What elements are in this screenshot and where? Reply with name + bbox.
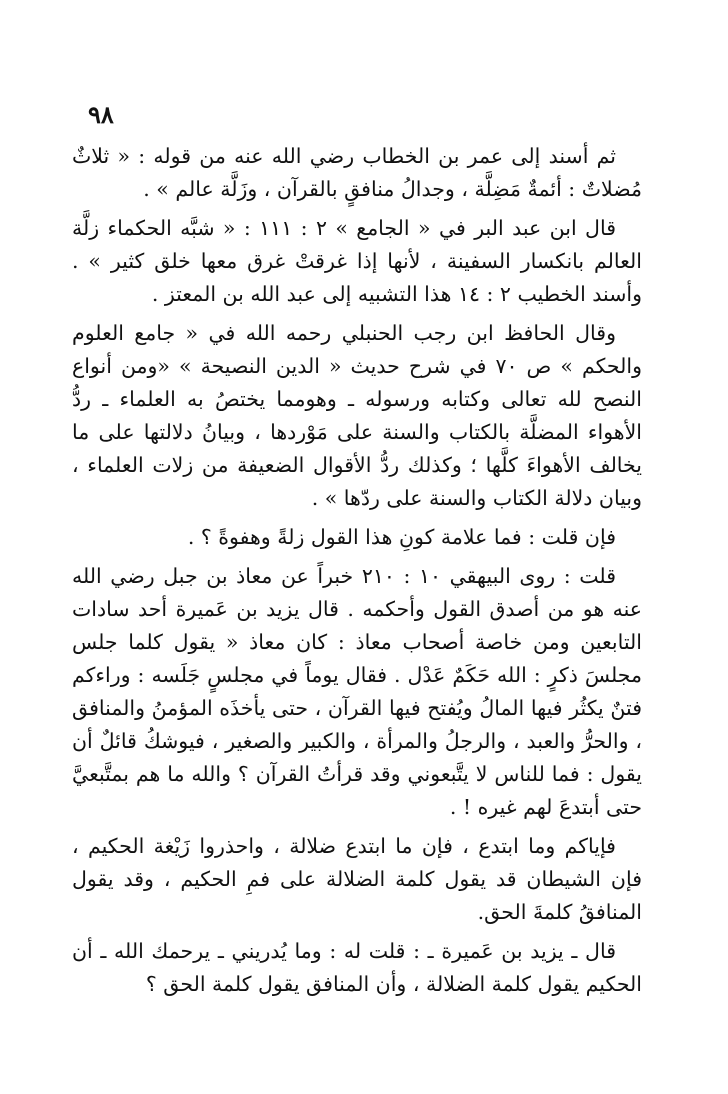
paragraph-question: فإن قلت : فما علامة كونِ هذا القول زلةً وهفوةً ؟ . xyxy=(187,525,616,549)
paragraph-ibn-rajab: وقال الحافظ ابن رجب الحنبلي رحمه الله في « جامع العلوم والحكم » ص ٧٠ في شرح حديث « الدين النصيحة » «ومن أنواع النصح لله تعالى وكتابه ورسوله ـ وهومما يختصُ به العلماء ـ ردُّ الأهواء المضلَّة بالكتاب والسنة على مَوْردها ، وبيانُ دلالتها على ما يخالف الأهواءَ كلَّها ؛ وكذلك ردُّ الأقوال الضعيفة من زلات العلماء ، وبيان دلالة الكتاب والسنة على ردّها » . xyxy=(72,321,642,510)
paragraph-warning: فإياكم وما ابتدع ، فإن ما ابتدع ضلالة ، واحذروا زَيْغة الحكيم ، فإن الشيطان قد يقول كلمة الضلالة على فمِ الحكيم ، وقد يقول المنافقُ كلمةَ الحق. xyxy=(72,834,642,924)
paragraph-yazid-question: قال ـ يزيد بن عَميرة ـ : قلت له : وما يُدريني ـ يرحمك الله ـ أن الحكيم يقول كلمة الضلالة ، وأن المنافق يقول كلمة الحق ؟ xyxy=(72,939,642,996)
page-number: ٩٨ xyxy=(88,100,114,129)
paragraph-ibn-abd-al-barr: قال ابن عبد البر في « الجامع » ٢ : ١١١ : « شبَّه الحكماء زلَّة العالم بانكسار السفينة ، لأنها إذا غرقتْ غرق معها خلق كثير » . وأسند الخطيب ٢ : ١٤ هذا التشبيه إلى عبد الله بن المعتز . xyxy=(72,216,642,306)
paragraph-muadh-narration: قلت : روى البيهقي ١٠ : ٢١٠ خبراً عن معاذ بن جبل رضي الله عنه هو من أصدق القول وأحكمه . قال يزيد بن عَميرة أحد سادات التابعين ومن خاصة أصحاب معاذ : كان معاذ « يقول كلما جلس مجلسَ ذكرٍ : الله حَكَمٌ عَدْل . فقال يوماً في مجلسٍ جَلَسه : وراءكم فتنٌ يكثُر فيها المالُ ويُفتح فيها القرآن ، حتى يأخذَه المؤمنُ والمنافق ، والحرُّ والعبد ، والرجلُ والمرأة ، والكبير والصغير ، فيوشكُ قائلٌ أن يقول : فما للناس لا يتَّبعوني وقد قرأتُ القرآن ؟ والله ما هم بمتَّبعيَّ حتى أبتدعَ لهم غيره ! . xyxy=(72,564,642,819)
page-body-text xyxy=(72,140,642,1007)
paragraph-omar-quote: ثم أسند إلى عمر بن الخطاب رضي الله عنه من قوله : « ثلاثٌ مُضلاتٌ : أئمةٌ مَضِلَّة ، وجدالُ منافقٍ بالقرآن ، وزَلَّة عالم » . xyxy=(72,144,642,201)
